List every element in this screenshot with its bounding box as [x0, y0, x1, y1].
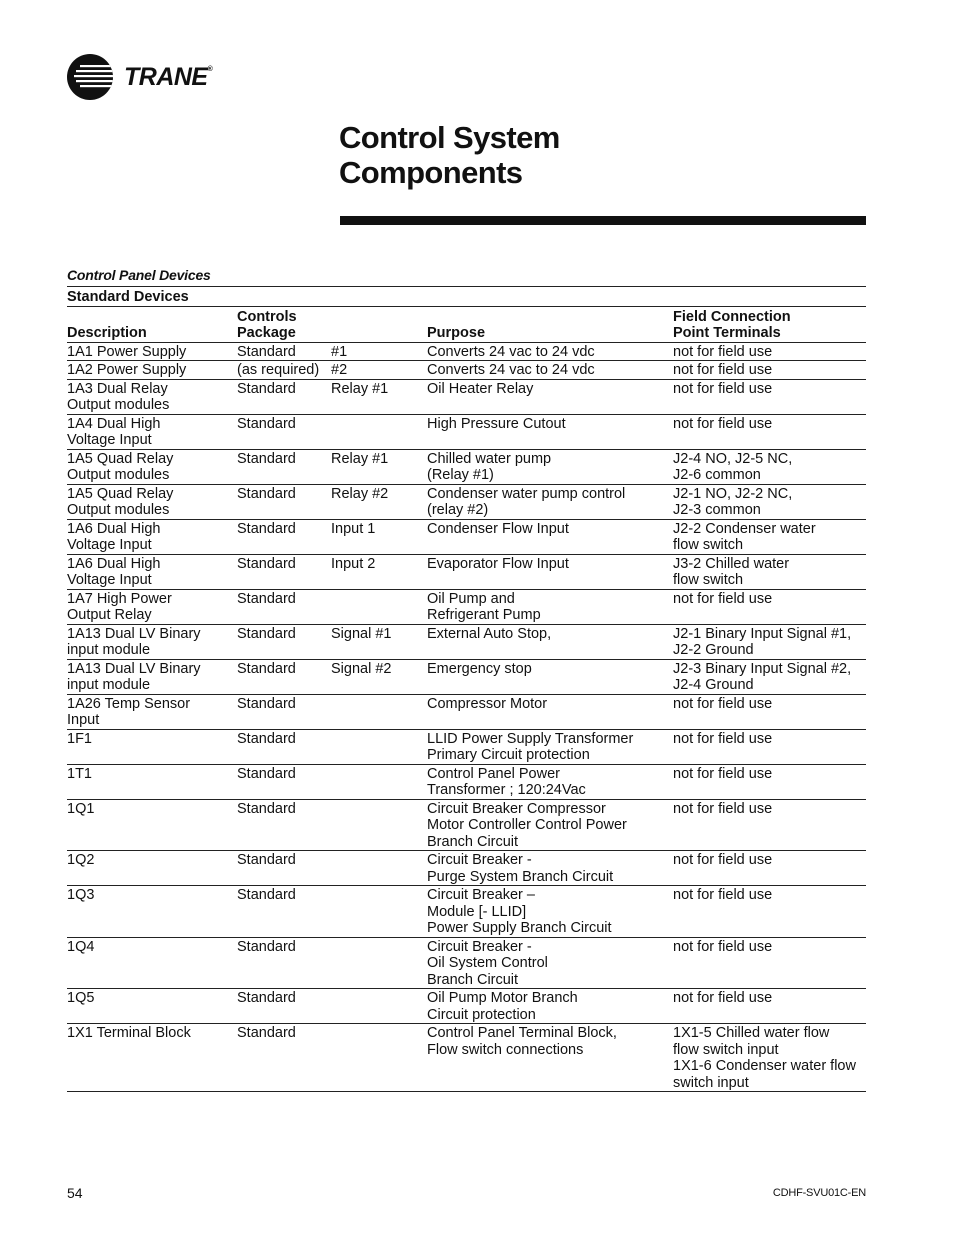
column-header-controls-package: Controls Package [237, 306, 331, 342]
cell-controls-package: Standard [237, 449, 331, 484]
cell-sub: #2 [331, 361, 427, 380]
cell-description: 1A1 Power Supply [67, 342, 237, 361]
cell-controls-package: Standard [237, 589, 331, 624]
cell-description: 1A3 Dual Relay Output modules [67, 379, 237, 414]
cell-description: 1Q4 [67, 937, 237, 989]
cell-sub [331, 414, 427, 449]
page-title-line-1: Control System [339, 120, 560, 155]
cell-terminals: not for field use [673, 361, 866, 380]
cell-controls-package: Standard [237, 1024, 331, 1092]
cell-terminals: not for field use [673, 851, 866, 886]
section-title: Control Panel Devices [67, 267, 211, 283]
cell-description: 1A26 Temp Sensor Input [67, 694, 237, 729]
cell-controls-package: Standard [237, 764, 331, 799]
column-header-terminals: Field Connection Point Terminals [673, 306, 866, 342]
cell-terminals: not for field use [673, 886, 866, 938]
cell-purpose: LLID Power Supply Transformer Primary Circuit protection [427, 729, 673, 764]
cell-terminals: not for field use [673, 589, 866, 624]
column-header-sub [331, 306, 427, 342]
cell-controls-package: (as required) [237, 361, 331, 380]
cell-purpose: Oil Pump and Refrigerant Pump [427, 589, 673, 624]
cell-purpose: Circuit Breaker - Purge System Branch Circuit [427, 851, 673, 886]
table-row [67, 361, 866, 380]
cell-sub [331, 1024, 427, 1092]
cell-controls-package: Standard [237, 937, 331, 989]
cell-terminals: not for field use [673, 414, 866, 449]
cell-purpose: Oil Heater Relay [427, 379, 673, 414]
table-row [67, 379, 866, 414]
cell-controls-package: Standard [237, 342, 331, 361]
cell-sub: #1 [331, 342, 427, 361]
table-row [67, 694, 866, 729]
cell-sub [331, 799, 427, 851]
cell-sub: Input 1 [331, 519, 427, 554]
cell-controls-package: Standard [237, 799, 331, 851]
cell-description: 1Q2 [67, 851, 237, 886]
cell-sub: Relay #1 [331, 379, 427, 414]
cell-description: 1A7 High Power Output Relay [67, 589, 237, 624]
table-row [67, 937, 866, 989]
cell-controls-package: Standard [237, 659, 331, 694]
cell-sub: Relay #2 [331, 484, 427, 519]
table-row [67, 554, 866, 589]
table-row [67, 589, 866, 624]
document-code: CDHF-SVU01C-EN [772, 1187, 866, 1199]
table-row [67, 342, 866, 361]
cell-description: 1A13 Dual LV Binary input module [67, 659, 237, 694]
cell-description: 1Q3 [67, 886, 237, 938]
table-row [67, 886, 866, 938]
cell-controls-package: Standard [237, 624, 331, 659]
cell-terminals: J2-1 Binary Input Signal #1, J2-2 Ground [673, 624, 866, 659]
cell-purpose: Converts 24 vac to 24 vdc [427, 342, 673, 361]
table-row [67, 989, 866, 1024]
cell-controls-package: Standard [237, 484, 331, 519]
cell-description: 1X1 Terminal Block [67, 1024, 237, 1092]
column-header-description: Description [67, 306, 237, 342]
cell-terminals: J2-3 Binary Input Signal #2, J2-4 Ground [673, 659, 866, 694]
cell-controls-package: Standard [237, 694, 331, 729]
table-row [67, 624, 866, 659]
cell-sub: Signal #1 [331, 624, 427, 659]
cell-purpose: External Auto Stop, [427, 624, 673, 659]
table-group-row [67, 287, 866, 307]
cell-controls-package: Standard [237, 851, 331, 886]
cell-purpose: High Pressure Cutout [427, 414, 673, 449]
cell-description: 1Q1 [67, 799, 237, 851]
page-number: 54 [67, 1185, 83, 1201]
cell-description: 1A6 Dual High Voltage Input [67, 519, 237, 554]
cell-description: 1A5 Quad Relay Output modules [67, 484, 237, 519]
cell-sub: Relay #1 [331, 449, 427, 484]
cell-sub [331, 886, 427, 938]
cell-description: 1T1 [67, 764, 237, 799]
cell-controls-package: Standard [237, 554, 331, 589]
brand-name: TRANE® [124, 62, 213, 91]
table-row [67, 764, 866, 799]
cell-description: 1A4 Dual High Voltage Input [67, 414, 237, 449]
cell-purpose: Circuit Breaker – Module [- LLID] Power Supply Branch Circuit [427, 886, 673, 938]
cell-purpose: Circuit Breaker Compressor Motor Controller Control Power Branch Circuit [427, 799, 673, 851]
cell-controls-package: Standard [237, 729, 331, 764]
cell-description: 1A13 Dual LV Binary input module [67, 624, 237, 659]
cell-purpose: Emergency stop [427, 659, 673, 694]
cell-sub [331, 589, 427, 624]
page-title [339, 120, 560, 190]
cell-controls-package: Standard [237, 519, 331, 554]
cell-purpose: Chilled water pump (Relay #1) [427, 449, 673, 484]
cell-purpose: Control Panel Terminal Block, Flow switch connections [427, 1024, 673, 1092]
cell-terminals: J3-2 Chilled water flow switch [673, 554, 866, 589]
cell-description: 1A6 Dual High Voltage Input [67, 554, 237, 589]
trane-logo [66, 53, 212, 101]
cell-purpose: Oil Pump Motor Branch Circuit protection [427, 989, 673, 1024]
cell-sub [331, 694, 427, 729]
table-row [67, 659, 866, 694]
cell-terminals: 1X1-5 Chilled water flow flow switch input 1X1-6 Condenser water flow switch input [673, 1024, 866, 1092]
table-row [67, 484, 866, 519]
table-body [67, 342, 866, 1092]
group-label: Standard Devices [67, 287, 866, 307]
cell-description: 1A2 Power Supply [67, 361, 237, 380]
cell-terminals: not for field use [673, 729, 866, 764]
cell-controls-package: Standard [237, 379, 331, 414]
cell-terminals: not for field use [673, 694, 866, 729]
cell-purpose: Condenser Flow Input [427, 519, 673, 554]
cell-terminals: not for field use [673, 989, 866, 1024]
title-rule [340, 216, 866, 225]
cell-controls-package: Standard [237, 886, 331, 938]
table-row [67, 1024, 866, 1092]
column-header-purpose: Purpose [427, 306, 673, 342]
table-row [67, 729, 866, 764]
cell-terminals: J2-4 NO, J2-5 NC, J2-6 common [673, 449, 866, 484]
cell-sub [331, 937, 427, 989]
devices-table [67, 286, 866, 1092]
cell-purpose: Circuit Breaker - Oil System Control Branch Circuit [427, 937, 673, 989]
cell-controls-package: Standard [237, 989, 331, 1024]
cell-sub [331, 729, 427, 764]
trane-circle-logo-icon [66, 53, 114, 101]
cell-purpose: Converts 24 vac to 24 vdc [427, 361, 673, 380]
cell-description: 1F1 [67, 729, 237, 764]
cell-sub: Input 2 [331, 554, 427, 589]
cell-purpose: Condenser water pump control (relay #2) [427, 484, 673, 519]
cell-sub [331, 764, 427, 799]
cell-purpose: Evaporator Flow Input [427, 554, 673, 589]
cell-terminals: J2-2 Condenser water flow switch [673, 519, 866, 554]
cell-terminals: J2-1 NO, J2-2 NC, J2-3 common [673, 484, 866, 519]
cell-purpose: Control Panel Power Transformer ; 120:24Vac [427, 764, 673, 799]
cell-sub: Signal #2 [331, 659, 427, 694]
page-title-line-2: Components [339, 155, 523, 190]
cell-terminals: not for field use [673, 342, 866, 361]
cell-terminals: not for field use [673, 799, 866, 851]
table-row [67, 851, 866, 886]
cell-description: 1A5 Quad Relay Output modules [67, 449, 237, 484]
cell-description: 1Q5 [67, 989, 237, 1024]
cell-controls-package: Standard [237, 414, 331, 449]
cell-terminals: not for field use [673, 379, 866, 414]
table-row [67, 799, 866, 851]
cell-sub [331, 989, 427, 1024]
cell-sub [331, 851, 427, 886]
cell-terminals: not for field use [673, 937, 866, 989]
table-row [67, 449, 866, 484]
table-row [67, 519, 866, 554]
table-header-row [67, 306, 866, 342]
cell-terminals: not for field use [673, 764, 866, 799]
cell-purpose: Compressor Motor [427, 694, 673, 729]
table-row [67, 414, 866, 449]
